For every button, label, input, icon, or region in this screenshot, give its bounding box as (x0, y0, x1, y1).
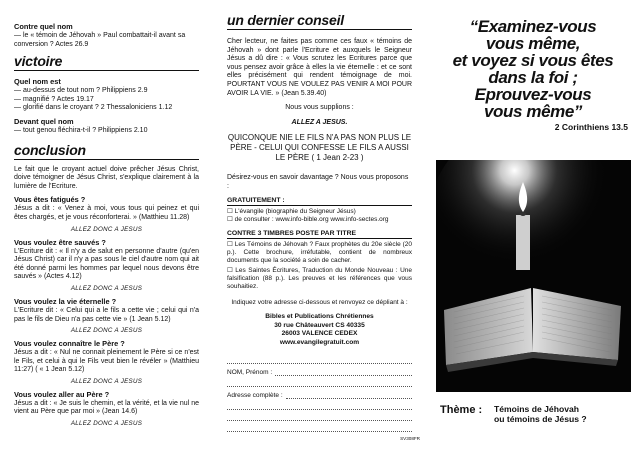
allez-donc: ALLEZ DONC A JESUS (70, 225, 143, 233)
conclusion-question: Vous voulez la vie éternelle ? (14, 296, 117, 306)
timbres-checkbox-item[interactable]: ☐ Les Saintes Écritures, Traduction du Monde Nouveau : Une falsification (88 p.). Les preuves et les références que vous souhaitiez. (227, 267, 412, 291)
gratuit-title: GRATUITEMENT : (227, 197, 412, 206)
adresse-field[interactable] (227, 387, 412, 399)
allez-donc: ALLEZ DONC A JESUS (70, 377, 143, 385)
gratuit-checkbox-item[interactable]: ☐ L'évangile (biographie du Seigneur Jésus) (227, 208, 356, 216)
blank-line[interactable] (227, 399, 412, 410)
bible-candle-illustration (436, 160, 631, 392)
quote-reference: 2 Corinthiens 13.5 (554, 122, 628, 132)
nom-label: NOM, Prénom : (227, 368, 273, 376)
victoire-q1-line: — au-dessus de tout nom ? Philippiens 2.9 (14, 87, 148, 95)
blank-line[interactable] (227, 421, 412, 432)
timbres-title: CONTRE 3 TIMBRES POSTE PAR TITRE (227, 230, 412, 239)
blank-line[interactable] (227, 410, 412, 421)
blank-line (227, 353, 412, 364)
conclusion-answer: L'Ecriture dit : « Celui qui a le fils a cette vie ; celui qui n'a pas le fils de Dieu n'a pas cette vie » (1 Jean 5.12) (14, 306, 199, 323)
nom-field[interactable] (227, 364, 412, 376)
gratuit-checkbox-item[interactable]: ☐ de consulter : www.info-bible.org www.info-sectes.org (227, 216, 389, 224)
victoire-q1-line: — glorifié dans le croyant ? 2 Thessaloniciens 1.12 (14, 104, 173, 112)
quote-line: dans la foi ; (488, 68, 578, 87)
allez-a-jesus: ALLEZ A JESUS. (291, 118, 348, 126)
victoire-q2-line: — tout genou fléchira-t-il ? Philippiens 2.10 (14, 126, 148, 134)
intro-heading: Contre quel nom (14, 22, 73, 31)
theme-label: Thème : (440, 404, 483, 416)
victoire-title: victoire (14, 53, 199, 71)
conseil-paragraph: Cher lecteur, ne faites pas comme ces faux « témoins de Jéhovah » dont parle l'Ecriture et auxquels le Seigneur Jésus a dû dire : « Vous scrutez les Ecritures parce que vous pensez avoir grâce à elles la vie éternelle : et ce sont elles précisément qui rendent témoignage de moi. POURTANT VOUS NE VOULEZ PAS VENIR A MOI POUR AVOIR LA VIE. » (Jean 5.39.40) (227, 38, 412, 97)
intro-line: — le « témoin de Jéhovah » Paul combattait-il avant sa conversion ? Actes 26.9 (14, 32, 186, 48)
theme-line: ou témoins de Jésus ? (494, 414, 587, 424)
conclusion-answer: Jésus a dit : « Venez à moi, vous tous qui peinez et qui êtes chargés, et je vous réconforterai. » (Matthieu 11.28) (14, 205, 199, 221)
cover-quote (438, 18, 628, 120)
conclusion-answer: L'Ecriture dit : « Il n'y a de salut en personne d'autre (qu'en Jésus Christ) car il n'y a pas sous le ciel d'autre nom qui ait été donné parmi les hommes par lequel nous devons être sauvés » (Actes 4.12) (14, 247, 199, 281)
conclusion-title: conclusion (14, 142, 199, 160)
allez-donc: ALLEZ DONC A JESUS (70, 420, 143, 428)
caps-statement: QUICONQUE NIE LE FILS N'A PAS NON PLUS LE PÈRE - CELUI QUI CONFESSE LE FILS A AUSSI LE PÈRE ( 1 Jean 2-23 ) (227, 133, 412, 162)
blank-line[interactable] (227, 376, 412, 387)
middle-panel (213, 0, 426, 453)
address-line: www.evangilegratuit.com (279, 338, 360, 346)
quote-line: et voyez si vous êtes (452, 51, 614, 70)
allez-donc: ALLEZ DONC A JESUS (70, 284, 143, 292)
victoire-q1: Quel nom est (14, 77, 61, 87)
bible-candle-photo (436, 160, 631, 392)
victoire-q1-line: — magnifié ? Actes 19.17 (14, 95, 94, 103)
quote-line: “Examinez-vous (469, 17, 597, 36)
nom-input-line[interactable] (275, 375, 412, 376)
theme-line: Témoins de Jéhovah (494, 404, 580, 414)
dernier-conseil-title: un dernier conseil (227, 12, 412, 30)
conclusion-answer: Jésus a dit : « Nul ne connait pleinement le Père si ce n'est le Fils, et celui à qui le Fils veut bien le révéler » (Matthieu 11:27) ( « 1 Jean 5.12) (14, 349, 199, 374)
allez-donc: ALLEZ DONC A JESUS (70, 327, 143, 335)
address-line: Bibles et Publications Chrétiennes (265, 313, 374, 321)
indiquez-text: Indiquez votre adresse ci-dessous et renvoyez ce dépliant à : (231, 299, 408, 307)
supplions: Nous vous supplions : (285, 104, 354, 112)
theme-row (440, 404, 630, 424)
quote-line: vous même, (485, 34, 581, 53)
quote-line: Eprouvez-vous (474, 85, 592, 104)
document-code: SV308FR (400, 436, 420, 441)
conclusion-answer: Jésus a dit : « Je suis le chemin, et la vérité, et la vie nul ne vient au Père que par moi » (Jean 14.6) (14, 399, 199, 416)
conclusion-question: Vous voulez être sauvés ? (14, 237, 106, 247)
victoire-q2: Devant quel nom (14, 116, 74, 126)
timbres-checkbox-item[interactable]: ☐ Les Témoins de Jéhovah ? Faux prophètes du 20e siècle (20 p.). Cette brochure, irréfutable, contient de nombreux documents que la société a soin de cacher. (227, 241, 412, 265)
address-line: 26003 VALENCE CEDEX (281, 330, 358, 338)
conclusion-question: Vous voulez connaître le Père ? (14, 339, 125, 349)
desirez-text: Désirez-vous en savoir davantage ? Nous vous proposons : (227, 174, 409, 190)
adresse-label: Adresse complète : (227, 391, 283, 399)
side-printer-note (423, 270, 431, 380)
conclusion-question: Vous voulez aller au Père ? (14, 389, 110, 399)
address-block (227, 313, 412, 347)
adresse-input-line[interactable] (286, 398, 412, 399)
conclusion-question: Vous êtes fatigués ? (14, 195, 86, 205)
conclusion-intro: Le fait que le croyant actuel doive prêcher Jésus Christ, doive témoigner de Jésus Christ, s'explique clairement à la lumière de l'Ecriture. (14, 165, 199, 190)
theme-title (494, 404, 630, 424)
form-area (227, 353, 412, 432)
quote-line: vous même” (483, 102, 583, 121)
left-panel (0, 0, 213, 453)
address-line: 30 rue Châteauvert CS 40335 (274, 321, 365, 329)
